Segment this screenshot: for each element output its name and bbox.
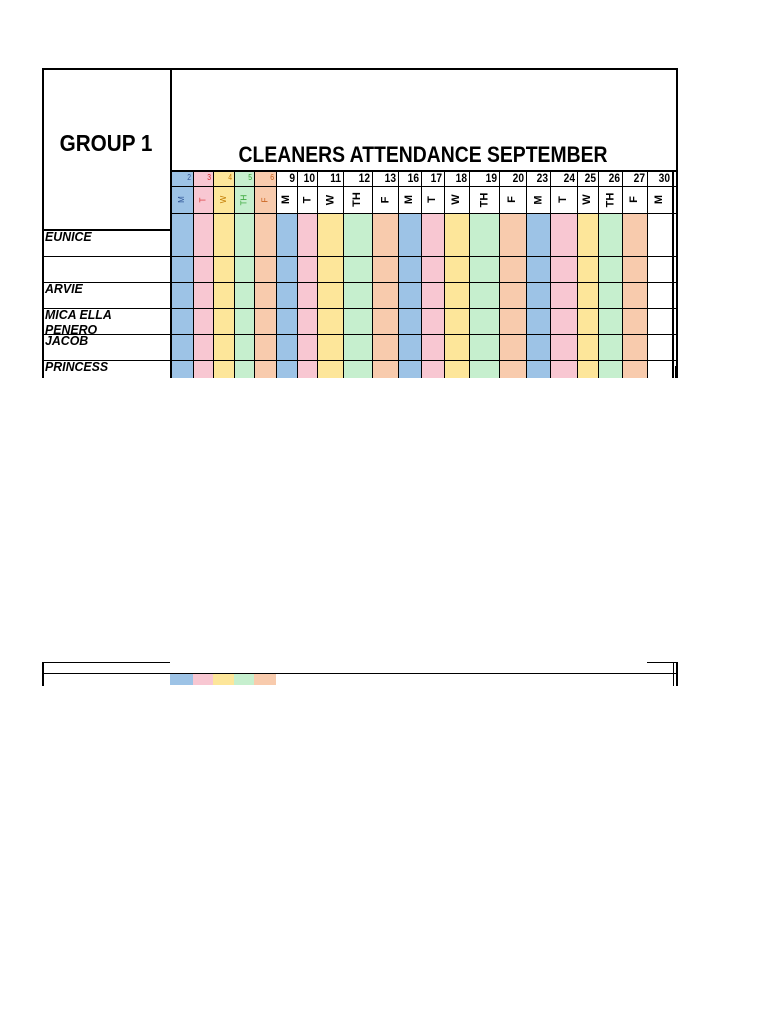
grid-line — [675, 366, 677, 378]
day-label: M — [403, 194, 415, 205]
day-label: F — [260, 197, 269, 202]
date-label: 25 — [584, 171, 596, 185]
date-label: 12 — [358, 171, 370, 185]
date-label: 26 — [608, 171, 620, 185]
day-label: M — [177, 196, 186, 203]
date-label: 2 — [187, 173, 191, 182]
grid-line — [42, 68, 44, 378]
name-cell — [45, 255, 164, 273]
grid-line — [42, 68, 677, 70]
day-label: W — [581, 194, 593, 205]
day-label: T — [198, 197, 207, 202]
date-label: 13 — [384, 171, 396, 185]
group-title: GROUP 1 — [59, 130, 153, 156]
fragment-fill — [193, 674, 213, 685]
day-label: F — [379, 196, 391, 203]
day-label: M — [653, 194, 665, 205]
date-label: 5 — [248, 173, 252, 182]
date-label: 23 — [536, 171, 548, 185]
day-label: W — [219, 195, 228, 204]
day-label: TH — [604, 192, 616, 207]
grid-line — [42, 662, 170, 663]
date-label: 30 — [658, 171, 670, 185]
grid-line — [673, 170, 674, 378]
fragment-fill — [254, 674, 276, 685]
name-cell: MICA ELLA — [45, 307, 112, 322]
name-overflow-text: PENERO — [45, 322, 98, 337]
day-label: TH — [478, 192, 490, 207]
grid-line — [42, 662, 44, 686]
day-label: T — [301, 196, 313, 203]
day-label: F — [506, 196, 518, 203]
grid-line — [170, 68, 172, 378]
day-label: T — [557, 196, 569, 203]
date-label: 4 — [228, 173, 232, 182]
day-label: W — [324, 194, 336, 205]
date-label: 11 — [330, 171, 341, 185]
name-cell: PRINCESS — [45, 359, 109, 374]
sheet-title: CLEANERS ATTENDANCE SEPTEMBER — [238, 142, 608, 167]
date-label: 18 — [455, 171, 467, 185]
fragment-fill — [234, 674, 254, 685]
day-label: TH — [351, 192, 363, 207]
name-cell: EUNICE — [45, 229, 92, 244]
grid-line — [676, 662, 678, 686]
date-label: 27 — [633, 171, 645, 185]
date-label: 6 — [270, 173, 274, 182]
date-label: 20 — [512, 171, 524, 185]
fragment-fill — [213, 674, 234, 685]
date-label: 9 — [289, 171, 295, 185]
date-label: 10 — [303, 171, 315, 185]
grid-line — [42, 673, 677, 674]
day-label: TH — [239, 194, 248, 205]
date-label: 17 — [430, 171, 442, 185]
date-label: 24 — [563, 171, 575, 185]
day-label: F — [628, 196, 640, 203]
day-label: W — [450, 194, 462, 205]
grid-line — [676, 68, 678, 378]
grid-line — [673, 662, 674, 686]
day-label: M — [532, 194, 544, 205]
date-label: 3 — [207, 173, 211, 182]
date-label: 16 — [407, 171, 419, 185]
fragment-fill — [170, 674, 193, 685]
date-label: 19 — [485, 171, 497, 185]
day-label: M — [280, 194, 292, 205]
name-cell: ARVIE — [45, 281, 83, 296]
day-label: T — [426, 196, 438, 203]
name-cell: JACOB — [45, 333, 89, 348]
